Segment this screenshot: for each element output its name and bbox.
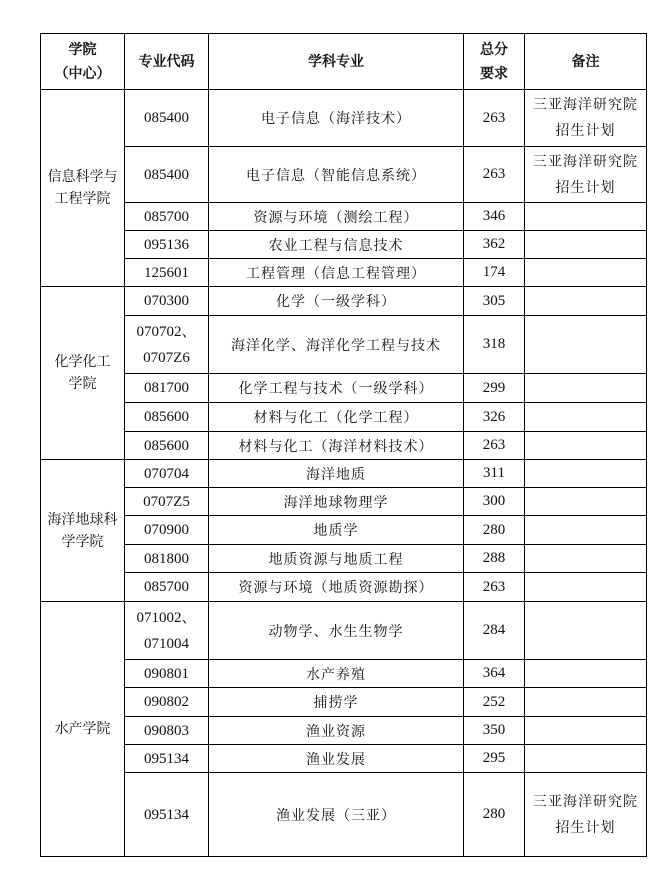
score-requirement: 318: [464, 316, 525, 374]
score-requirement: 263: [464, 432, 525, 460]
note-cell: [525, 660, 647, 688]
major-code: 085400: [125, 90, 209, 147]
score-requirement: 305: [464, 287, 525, 316]
table-row: [41, 90, 647, 147]
score-requirement: 350: [464, 717, 525, 745]
table-row: [41, 717, 647, 745]
table-row: [41, 516, 647, 545]
college-cell: 信息科学与 工程学院: [41, 90, 125, 287]
header-college: 学院 （中心）: [41, 34, 125, 90]
major-name: 地质学: [209, 516, 464, 545]
major-name: 农业工程与信息技术: [209, 231, 464, 259]
table-row: [41, 403, 647, 432]
major-code: 070704: [125, 460, 209, 488]
note-cell: [525, 516, 647, 545]
score-requirement: 263: [464, 147, 525, 203]
major-code: 090802: [125, 688, 209, 717]
table-row: [41, 545, 647, 573]
major-code: 095134: [125, 773, 209, 857]
table-row: [41, 259, 647, 287]
table-row: [41, 231, 647, 259]
note-cell: [525, 545, 647, 573]
major-name: 海洋地质: [209, 460, 464, 488]
table-row: [41, 316, 647, 374]
major-name: 资源与环境（地质资源勘探）: [209, 573, 464, 602]
table-row: [41, 460, 647, 488]
header-score-requirement: 总分 要求: [464, 34, 525, 90]
major-code: 085600: [125, 403, 209, 432]
score-requirement: 263: [464, 90, 525, 147]
note-cell: [525, 432, 647, 460]
note-cell: [525, 374, 647, 403]
major-name: 化学（一级学科）: [209, 287, 464, 316]
major-name: 渔业发展: [209, 745, 464, 773]
note-cell: 三亚海洋研究院 招生计划: [525, 90, 647, 147]
major-code: 0707Z5: [125, 488, 209, 516]
note-cell: 三亚海洋研究院 招生计划: [525, 147, 647, 203]
score-requirement: 280: [464, 516, 525, 545]
score-requirement: 284: [464, 602, 525, 660]
header-major: 学科专业: [209, 34, 464, 90]
table-row: [41, 432, 647, 460]
college-cell: 水产学院: [41, 602, 125, 857]
major-code: 071002、 071004: [125, 602, 209, 660]
note-cell: [525, 573, 647, 602]
score-requirement: 288: [464, 545, 525, 573]
major-code: 085700: [125, 573, 209, 602]
table-row: [41, 688, 647, 717]
note-cell: [525, 203, 647, 231]
major-name: 动物学、水生生物学: [209, 602, 464, 660]
header-row: [41, 34, 647, 90]
major-name: 资源与环境（测绘工程）: [209, 203, 464, 231]
note-cell: [525, 488, 647, 516]
score-requirement: 263: [464, 573, 525, 602]
note-cell: [525, 403, 647, 432]
major-name: 捕捞学: [209, 688, 464, 717]
score-requirement: 280: [464, 773, 525, 857]
note-cell: [525, 316, 647, 374]
note-cell: [525, 287, 647, 316]
major-name: 化学工程与技术（一级学科）: [209, 374, 464, 403]
table-row: [41, 660, 647, 688]
table-row: [41, 374, 647, 403]
college-cell: 海洋地球科 学学院: [41, 460, 125, 602]
major-code: 081700: [125, 374, 209, 403]
score-requirement: 295: [464, 745, 525, 773]
score-requirement: 364: [464, 660, 525, 688]
note-cell: [525, 460, 647, 488]
header-code: 专业代码: [125, 34, 209, 90]
major-code: 095136: [125, 231, 209, 259]
major-name: 海洋化学、海洋化学工程与技术: [209, 316, 464, 374]
major-code: 090801: [125, 660, 209, 688]
major-name: 渔业发展（三亚）: [209, 773, 464, 857]
college-cell: 化学化工 学院: [41, 287, 125, 460]
major-code: 125601: [125, 259, 209, 287]
major-name: 电子信息（智能信息系统）: [209, 147, 464, 203]
score-requirement: 326: [464, 403, 525, 432]
admission-score-table: [40, 33, 647, 857]
table-row: [41, 488, 647, 516]
table-row: [41, 745, 647, 773]
major-name: 海洋地球物理学: [209, 488, 464, 516]
note-cell: [525, 231, 647, 259]
score-requirement: 346: [464, 203, 525, 231]
table-row: [41, 602, 647, 660]
table-row: [41, 203, 647, 231]
note-cell: 三亚海洋研究院 招生计划: [525, 773, 647, 857]
major-code: 070702、 0707Z6: [125, 316, 209, 374]
table-row: [41, 287, 647, 316]
major-code: 081800: [125, 545, 209, 573]
major-code: 090803: [125, 717, 209, 745]
header-note: 备注: [525, 34, 647, 90]
major-code: 085600: [125, 432, 209, 460]
major-name: 工程管理（信息工程管理）: [209, 259, 464, 287]
major-name: 地质资源与地质工程: [209, 545, 464, 573]
major-code: 070300: [125, 287, 209, 316]
note-cell: [525, 259, 647, 287]
major-code: 070900: [125, 516, 209, 545]
major-name: 水产养殖: [209, 660, 464, 688]
table-row: [41, 773, 647, 857]
major-code: 085700: [125, 203, 209, 231]
major-name: 材料与化工（海洋材料技术）: [209, 432, 464, 460]
score-requirement: 362: [464, 231, 525, 259]
score-requirement: 300: [464, 488, 525, 516]
score-requirement: 252: [464, 688, 525, 717]
note-cell: [525, 745, 647, 773]
major-name: 材料与化工（化学工程）: [209, 403, 464, 432]
score-requirement: 311: [464, 460, 525, 488]
major-code: 085400: [125, 147, 209, 203]
major-name: 电子信息（海洋技术）: [209, 90, 464, 147]
note-cell: [525, 688, 647, 717]
major-name: 渔业资源: [209, 717, 464, 745]
table-row: [41, 147, 647, 203]
note-cell: [525, 602, 647, 660]
major-code: 095134: [125, 745, 209, 773]
table-row: [41, 573, 647, 602]
score-requirement: 299: [464, 374, 525, 403]
note-cell: [525, 717, 647, 745]
score-requirement: 174: [464, 259, 525, 287]
